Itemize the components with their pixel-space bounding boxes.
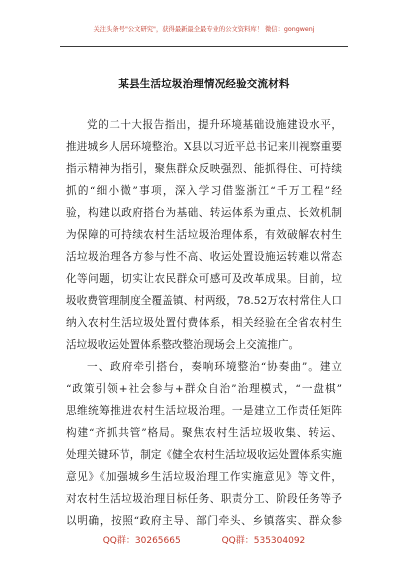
body-line: 对农村生活垃圾治理目标任务、职责分工、阶段任务等予 xyxy=(66,493,342,505)
body-line: 为保障的可持续农村生活垃圾治理体系，有效破解农村生 xyxy=(66,229,342,241)
body-line: 纳入农村生活垃圾处置付费体系，相关经验在全省农村生 xyxy=(66,317,342,329)
document-title: 某县生活垃圾治理情况经验交流材料 xyxy=(118,78,290,90)
body-line: 构建“齐抓共管”格局。聚焦农村生活垃圾收集、转运、 xyxy=(66,427,342,439)
footer-qq-group-1: QQ群：30265665 xyxy=(102,536,181,546)
header-banner: 关注头条号"公文研究"，获得最新最全最专业的公文资料库！ 微信：gongwenj xyxy=(93,26,315,33)
body-line: 化等问题，切实让农民群众可感可及改革成果。目前，垃 xyxy=(66,273,342,285)
body-line: 活垃圾收运处置体系整改整治现场会上交流推广。 xyxy=(66,339,300,351)
body-line: 意见》《加强城乡生活垃圾治理工作实施意见》等文件， xyxy=(66,471,342,483)
footer-qq-groups xyxy=(0,533,408,546)
footer-qq-group-2: QQ群：535304092 xyxy=(221,536,306,546)
body-line: 一、政府牵引搭台，奏响环境整治“协奏曲”。建立 xyxy=(87,361,342,373)
body-line: 推进城乡人居环境整治。X县以习近平总书记来川视察重要 xyxy=(66,141,342,153)
body-line: 思维统筹推进农村生活垃圾治理。一是建立工作责任矩阵 xyxy=(66,405,342,417)
body-line: 党的二十大报告指出，提升环境基础设施建设水平， xyxy=(87,119,342,131)
body-line: 以明确，按照“政府主导、部门牵头、乡镇落实、群众参 xyxy=(66,515,342,527)
body-line: 抓的“细小微”事项，深入学习借鉴浙江“千万工程”经 xyxy=(66,185,342,197)
body-line: 圾收费管理制度全覆盖镇、村两级，78.52万农村常住人口 xyxy=(66,295,342,307)
document-body xyxy=(66,114,342,532)
body-line: 指示精神为指引，聚焦群众反映强烈、能抓得住、可持续 xyxy=(66,163,342,175)
header-divider xyxy=(60,46,348,47)
body-line: “政策引领+社会参与+群众自治”治理模式，“一盘棋” xyxy=(66,383,342,395)
body-line: 处理关键环节，制定《健全农村生活垃圾收运处置体系实施 xyxy=(66,449,342,461)
body-line: 活垃圾治理各方参与性不高、收运处置设施运转难以常态 xyxy=(66,251,342,263)
body-line: 验，构建以政府搭台为基础、转运体系为重点、长效机制 xyxy=(66,207,342,219)
